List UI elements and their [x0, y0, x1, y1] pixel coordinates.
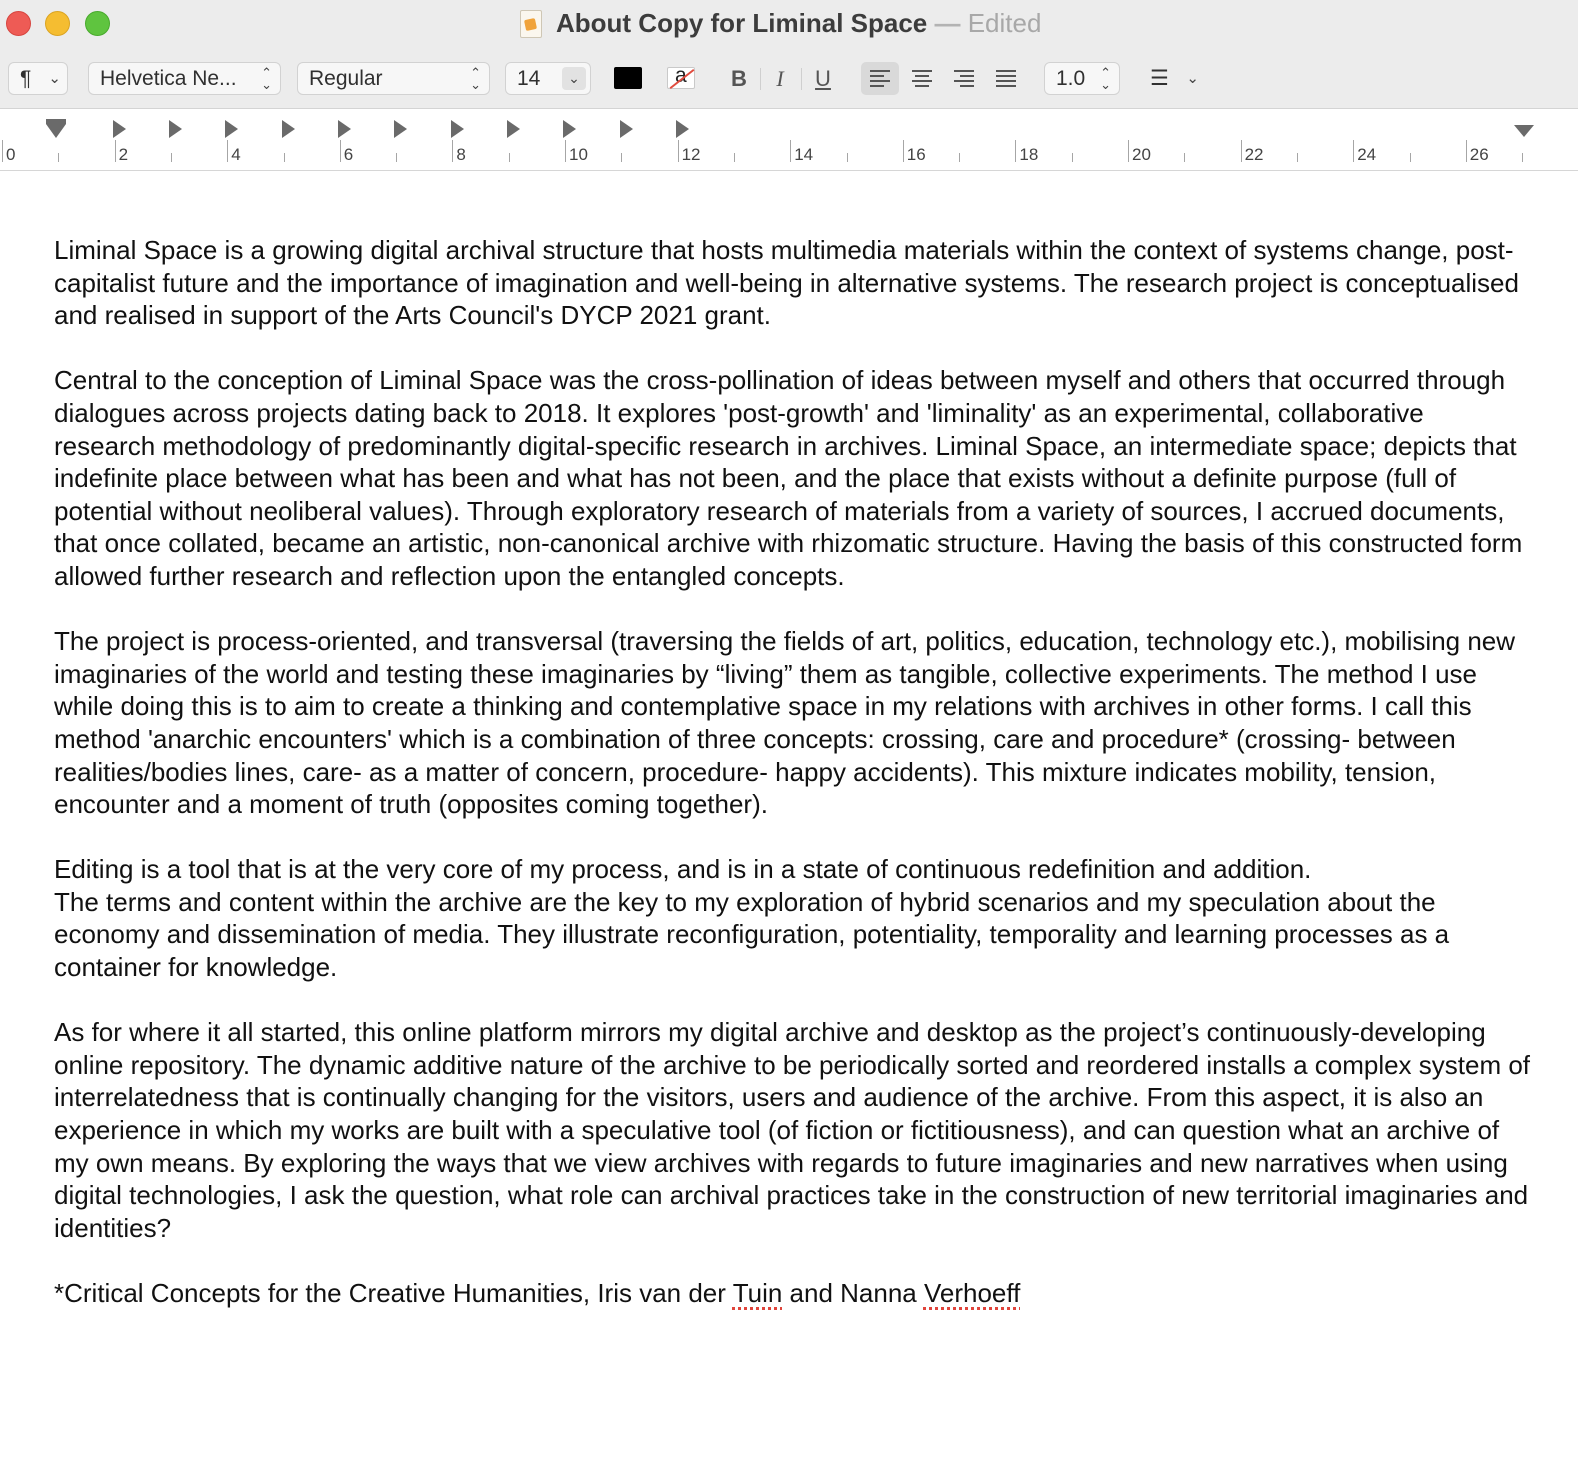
zoom-window-button[interactable]: [85, 11, 110, 36]
paragraph[interactable]: The project is process-oriented, and transversal (traversing the fields of art, politics, education, technology etc.), mobilising new imaginaries of the world and testing these imaginaries by “living” them as tangible, collective experiments. The method I use while doing this is to aim to create a thinking and contemplative space in my relations with archives in other forms. I call this method 'anarchic encounters' which is a combination of three concepts: crossing, care and procedure* (crossing- between realities/bodies lines, care- as a matter of concern, procedure- happy accidents). This mixture indicates mobility, tension, encounter and a moment of truth (opposites coming together).: [54, 626, 1516, 820]
tab-stop[interactable]: [169, 120, 182, 138]
ruler-tick: [452, 140, 453, 162]
ruler-tick: [1297, 153, 1298, 162]
up-down-arrows-icon: ⌃ ⌄: [1100, 65, 1111, 92]
ruler-tick: [1466, 140, 1467, 162]
footnote[interactable]: [54, 1277, 1532, 1310]
misspelled-word[interactable]: Verhoeff: [923, 1278, 1021, 1308]
ruler-label: 10: [569, 145, 588, 164]
ruler-label: 2: [118, 145, 129, 164]
ruler-label: 6: [343, 145, 354, 164]
tab-stop[interactable]: [113, 120, 126, 138]
bold-button[interactable]: B: [731, 66, 747, 91]
title-bar: [0, 0, 1578, 48]
font-style-value: Regular: [309, 67, 383, 90]
ruler-tick: [847, 153, 848, 162]
ruler-tick: [565, 140, 566, 162]
paragraph[interactable]: As for where it all started, this online platform mirrors my digital archive and desktop as the project’s continuously-developing online repository. The dynamic additive nature of the archive to be periodically sorted and reordered installs a complex system of interrelatedness that is continually changing for the visitors, users and audience of the archive. From this aspect, it is also an experience in which my works are built with a speculative tool (of fiction or fictitiousness), and can question what an archive of my own means. By exploring the ways that we view archives with regards to future imaginaries and new narratives when using digital technologies, I ask the question, what role can archival practices take in the construction of new territorial imaginaries and identities?: [54, 1017, 1531, 1243]
ruler-tick: [1522, 153, 1523, 162]
tab-stop[interactable]: [620, 120, 633, 138]
ruler-tick: [58, 153, 59, 162]
ruler-label: 14: [794, 145, 814, 164]
ruler-label: 24: [1357, 145, 1377, 164]
line-spacing-value: 1.0: [1056, 67, 1086, 90]
font-size-dropdown-button[interactable]: ⌄: [562, 67, 586, 90]
chevron-down-icon: ⌄: [1186, 70, 1199, 87]
tab-stop[interactable]: [394, 120, 407, 138]
font-size-combo[interactable]: [505, 62, 591, 95]
ruler-tick: [2, 140, 3, 162]
ruler-label: 0: [6, 145, 16, 164]
divider: [760, 68, 761, 90]
left-indent-marker[interactable]: [46, 124, 66, 138]
footnote-text: and Nanna: [782, 1278, 924, 1308]
ruler-label: 12: [681, 145, 701, 164]
tab-stop[interactable]: [451, 120, 464, 138]
paragraph-style-popup[interactable]: [8, 62, 68, 95]
ruler-label: 18: [1019, 145, 1039, 164]
ruler-tick: [1015, 140, 1016, 162]
document-proxy-icon[interactable]: [520, 10, 542, 38]
background-color-well[interactable]: [667, 67, 695, 89]
ruler-tick: [678, 140, 679, 162]
minimize-window-button[interactable]: [45, 11, 70, 36]
document-name[interactable]: About Copy for Liminal Space: [556, 8, 928, 38]
tab-stop[interactable]: [225, 120, 238, 138]
ruler-tick: [1184, 153, 1185, 162]
font-family-popup[interactable]: [88, 62, 281, 95]
italic-button[interactable]: I: [776, 66, 784, 91]
paragraph[interactable]: Central to the conception of Liminal Space was the cross-pollination of ideas between myself and others that occurred through dialogues across projects dating back to 2018. It explores 'post-growth' and 'liminality' as an experimental, collaborative research methodology of predominantly digital-specific research in archives. Liminal Space, an intermediate space; depicts that indefinite place between what has been and what has not been, and the place that exists without a definite purpose (full of potential without neoliberal values). Through exploratory research of materials from a variety of sources, I accrued documents, that once collated, became an artistic, non-canonical archive with rhizomatic structure. Having the basis of this constructed form allowed further research and reflection upon the entangled concepts.: [54, 365, 1523, 591]
line-spacing-popup[interactable]: [1044, 62, 1120, 95]
ruler-tick: [284, 153, 285, 162]
title-separator: —: [934, 8, 961, 38]
align-center-button[interactable]: [903, 62, 941, 95]
chevron-down-icon: ⌄: [48, 70, 61, 87]
tab-stop[interactable]: [338, 120, 351, 138]
tab-stop[interactable]: [282, 120, 295, 138]
ruler-tick: [1072, 153, 1073, 162]
ruler-tick: [903, 140, 904, 162]
ruler-tick: [115, 140, 116, 162]
right-indent-marker[interactable]: [1514, 125, 1534, 137]
document-body[interactable]: [54, 234, 1532, 1310]
tab-stop[interactable]: [676, 120, 689, 138]
format-toolbar: [0, 48, 1578, 109]
bulleted-list-icon: ☰: [1150, 67, 1169, 90]
ruler-label: 20: [1132, 145, 1151, 164]
ruler-tick: [1353, 140, 1354, 162]
ruler-tick: [959, 153, 960, 162]
paragraph[interactable]: Editing is a tool that is at the very core of my process, and is in a state of continuous redefinition and addition. The terms and content within the archive are the key to my exploration of hybrid scenarios and my speculation about the economy and dissemination of media. They illustrate reconfiguration, potentiality, temporality and learning processes as a container for knowledge.: [54, 854, 1450, 983]
tab-stop[interactable]: [507, 120, 520, 138]
ruler[interactable]: [0, 109, 1578, 171]
underline-button[interactable]: U: [815, 66, 831, 91]
ruler-label: 22: [1244, 145, 1264, 164]
ruler-tick: [621, 153, 622, 162]
divider: [801, 68, 802, 90]
font-size-value[interactable]: 14: [517, 67, 541, 90]
ruler-tick: [1241, 140, 1242, 162]
ruler-tick: [790, 140, 791, 162]
up-down-arrows-icon: ⌃ ⌄: [470, 65, 481, 92]
up-down-arrows-icon: ⌃ ⌄: [261, 65, 272, 92]
misspelled-word[interactable]: Tuin: [732, 1278, 783, 1308]
paragraph-icon: ¶: [20, 67, 32, 90]
ruler-label: 4: [231, 145, 241, 164]
tab-stop[interactable]: [563, 120, 576, 138]
align-right-button[interactable]: [945, 62, 983, 95]
ruler-label: 16: [906, 145, 926, 164]
align-left-button[interactable]: [861, 62, 899, 95]
edited-status[interactable]: Edited: [967, 8, 1042, 38]
ruler-tick: [509, 153, 510, 162]
ruler-tick: [340, 140, 341, 162]
list-bullets-popup[interactable]: [1138, 62, 1206, 95]
ruler-label: 26: [1469, 145, 1489, 164]
ruler-tick: [227, 140, 228, 162]
paragraph[interactable]: Liminal Space is a growing digital archival structure that hosts multimedia materials within the context of systems change, post-capitalist future and the importance of imagination and well-being in alternative systems. The research project is conceptualised and realised in support of the Arts Council's DYCP 2021 grant.: [54, 235, 1519, 331]
ruler-tick: [1410, 153, 1411, 162]
ruler-tick: [171, 153, 172, 162]
ruler-tick: [396, 153, 397, 162]
font-family-value: Helvetica Ne...: [100, 67, 237, 90]
ruler-tick: [1128, 140, 1129, 162]
font-style-popup[interactable]: [297, 62, 490, 95]
justify-button[interactable]: [987, 62, 1025, 95]
close-window-button[interactable]: [6, 11, 31, 36]
footnote-text: *Critical Concepts for the Creative Humanities, Iris van der: [54, 1278, 733, 1308]
text-color-well[interactable]: [614, 67, 642, 89]
window-title: [556, 8, 1041, 38]
ruler-label: 8: [456, 145, 466, 164]
ruler-tick: [734, 153, 735, 162]
